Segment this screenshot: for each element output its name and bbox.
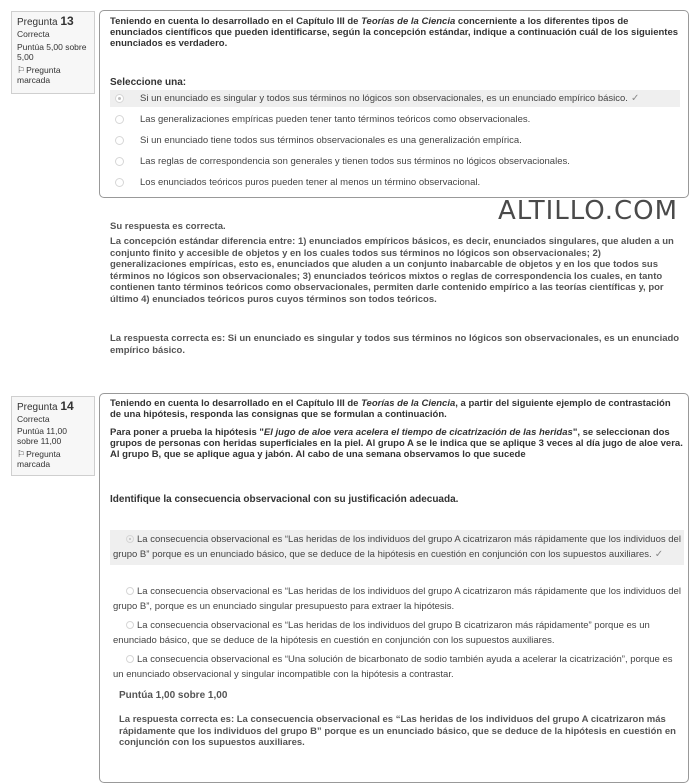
question-state: Correcta xyxy=(17,414,50,424)
answer-option[interactable]: Las generalizaciones empíricas pueden tener tanto términos teóricos como observacionales. xyxy=(110,111,680,128)
radio-selected[interactable] xyxy=(115,94,124,103)
answer-option[interactable]: Las reglas de correspondencia son generales y tienen todos sus términos no lógicos observacionales. xyxy=(110,153,680,170)
question-text: Teniendo en cuenta lo desarrollado en el Capítulo III de Teorías de la Ciencia, a partir del siguiente ejemplo de contrastación de una hipótesis, responda las consignas que se formulan a continuación. xyxy=(110,398,671,420)
flag-icon: ⚐ xyxy=(17,449,26,459)
answer-option[interactable]: Los enunciados teóricos puros pueden tener al menos un término observacional. xyxy=(110,174,680,191)
radio[interactable] xyxy=(115,157,124,166)
score: Puntúa 1,00 sobre 1,00 xyxy=(119,690,228,701)
question-grade: Puntúa 5,00 sobre 5,00 xyxy=(17,42,87,62)
question-prompt: Identifique la consecuencia observacional con su justificación adecuada. xyxy=(110,494,459,505)
answer-option[interactable]: Si un enunciado tiene todos sus términos observacionales es una generalización empírica. xyxy=(110,132,680,149)
case-text: Para poner a prueba la hipótesis "El jugo de aloe vera acelera el tiempo de cicatrización de las heridas", se seleccionan dos grupos de personas con heridas superficiales en la piel. Al grupo A se le indica que se aplique 3 veces al día jugo de aloe vera. Al grupo B, que se aplique agua y jabón. Al cabo de una semana observamos lo que sucede xyxy=(110,427,683,460)
question-text: Teniendo en cuenta lo desarrollado en el Capítulo III de Teorías de la Ciencia concerniente a los diferentes tipos de enunciados científicos que pueden identificarse, según la concepción estándar, indique a continuación cuál de los siguientes enunciados es verdadero. xyxy=(110,16,679,49)
answer-option[interactable]: La consecuencia observacional es “Una solución de bicarbonato de sodio también ayuda a acelerar la cicatrización”, porque es un enunciado observacional y singular incompatible con la hipótesis a contrastar. xyxy=(113,654,673,680)
radio[interactable] xyxy=(115,115,124,124)
radio[interactable] xyxy=(126,621,134,629)
answer-option[interactable]: La consecuencia observacional es “Las heridas de los individuos del grupo B cicatrizaron más rápidamente” porque es un enunciado básico, que se deduce de la hipótesis en cuestión en conjunción con los supuestos auxiliares. xyxy=(113,620,650,646)
watermark: ALTILLO.COM xyxy=(498,196,679,226)
question-number: Pregunta 14 xyxy=(17,399,74,413)
radio[interactable] xyxy=(115,178,124,187)
check-icon: ✓ xyxy=(630,93,640,104)
radio[interactable] xyxy=(126,587,134,595)
feedback-title: Su respuesta es correcta. xyxy=(110,221,226,232)
question-content-13 xyxy=(99,10,689,198)
select-label: Seleccione una: xyxy=(110,77,187,88)
question-state: Correcta xyxy=(17,29,50,39)
correct-answer: La respuesta correcta es: Si un enunciado es singular y todos sus términos no lógicos son observacionales, es un enunciado empírico básico. xyxy=(110,333,680,356)
question-info-13 xyxy=(11,11,95,94)
question-number: Pregunta 13 xyxy=(17,14,74,28)
check-icon: ✓ xyxy=(654,549,664,560)
answer-option[interactable]: La consecuencia observacional es “Las heridas de los individuos del grupo A cicatrizaron más rápidamente que los individuos del grupo B”, porque es un enunciado singular presupuesto para extraer la hipótesis. xyxy=(113,586,681,612)
answer-option[interactable]: Si un enunciado es singular y todos sus términos no lógicos son observacionales, es un enunciado empírico básico. ✓ xyxy=(110,90,680,107)
flag-icon: ⚐ xyxy=(17,65,26,75)
radio-selected[interactable] xyxy=(126,535,134,543)
radio[interactable] xyxy=(115,136,124,145)
correct-answer: La respuesta correcta es: La consecuencia observacional es “Las heridas de los individuos del grupo A cicatrizaron más rápidamente que los individuos del grupo B” porque es un enunciado básico, que se deduce de la hipótesis en cuestión en conjunción con los supuestos auxiliares. xyxy=(119,714,676,748)
question-info-14 xyxy=(11,396,95,476)
flag-question-link[interactable]: ⚐Pregunta marcada xyxy=(17,449,61,469)
radio[interactable] xyxy=(126,655,134,663)
answer-option[interactable]: La consecuencia observacional es “Las heridas de los individuos del grupo A cicatrizaron más rápidamente que los individuos del grupo B” porque es un enunciado básico, que se deduce de la hipótesis en cuestión en conjunción con los supuestos auxiliares. ✓ xyxy=(110,530,684,565)
flag-question-link[interactable]: ⚐Pregunta marcada xyxy=(17,65,61,85)
feedback-body: La concepción estándar diferencia entre: 1) enunciados empíricos básicos, es decir, enunciados singulares, que aluden a un conjunto finito y accesible de objetos y en los cuales todos sus términos no lógicos son observacionales; 2) generalizaciones empíricas, esto es, enunciados que aluden a un conjunto inabarcable de objetos y en los que todos sus términos no lógicos son observacionales; 3) enunciados teóricos mixtos o reglas de correspondencia los cuales, en tanto contienen tanto términos teóricos como observacionales, permiten darle contenido empírico a las teorías científicas y, por último 4) enunciados teóricos puros cuyos términos son todos teóricos. xyxy=(110,236,674,305)
question-grade: Puntúa 11,00 sobre 11,00 xyxy=(17,426,67,446)
